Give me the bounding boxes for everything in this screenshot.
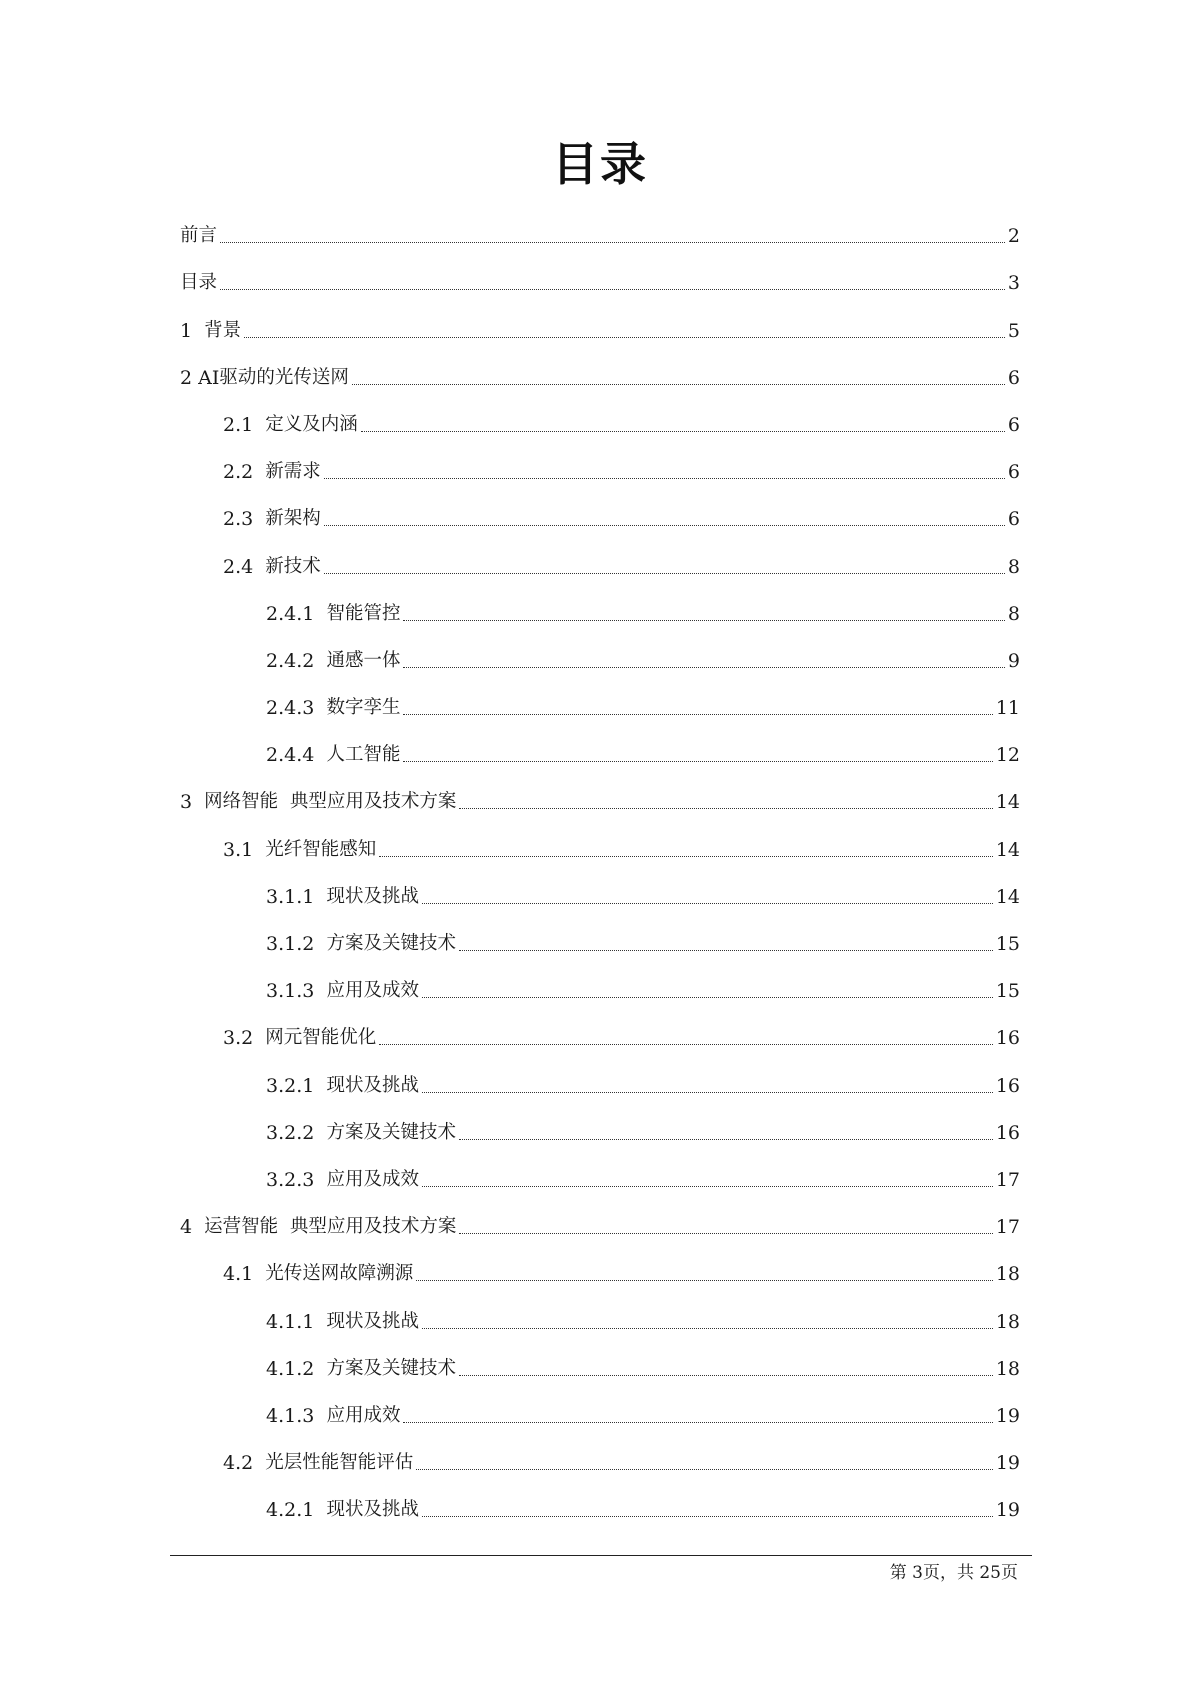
toc-entry-title: 数字孪生 — [326, 697, 401, 719]
toc-entry-number: 2.4.1 — [266, 602, 327, 625]
toc-dot-leader — [459, 1375, 993, 1376]
toc-entry-page-number: 6 — [1007, 461, 1020, 484]
toc-entry-page-number: 12 — [995, 744, 1020, 767]
toc-entry[interactable] — [180, 721, 1020, 768]
toc-dot-leader — [324, 525, 1005, 526]
toc-entry-number: 2.4.2 — [266, 649, 327, 672]
toc-entry-number: 3.2.1 — [266, 1074, 327, 1097]
toc-entry[interactable] — [180, 391, 1020, 438]
toc-dot-leader — [403, 714, 992, 715]
toc-dot-leader — [324, 573, 1005, 574]
toc-entry-page-number: 14 — [995, 791, 1020, 814]
toc-entry[interactable] — [180, 1476, 1020, 1523]
toc-entry[interactable] — [180, 296, 1020, 343]
toc-entry-title: 新需求 — [265, 461, 321, 483]
toc-entry-number: 2.4.4 — [266, 744, 327, 767]
toc-dot-leader — [422, 1328, 993, 1329]
toc-entry-title: 定义及内涵 — [265, 413, 358, 435]
toc-entry-title: 光纤智能感知 — [265, 838, 377, 860]
toc-entry-page-number: 8 — [1007, 602, 1020, 625]
toc-dot-leader — [422, 1186, 993, 1187]
toc-dot-leader — [459, 1139, 993, 1140]
toc-entry-title: 前言 — [180, 225, 218, 247]
toc-entry-title: 光传送网故障溯源 — [265, 1263, 414, 1285]
toc-entry-title: 目录 — [180, 272, 218, 294]
toc-entry[interactable] — [180, 674, 1020, 721]
page-footer: 第 3页，共 25页 — [889, 1563, 1018, 1583]
toc-entry-title: 方案及关键技术 — [326, 933, 456, 954]
toc-entry-page-number: 18 — [995, 1310, 1020, 1333]
toc-entry[interactable] — [180, 1193, 1020, 1240]
toc-entry-number: 3.2.2 — [266, 1121, 327, 1144]
toc-entry-page-number: 16 — [995, 1027, 1020, 1050]
toc-entry-title: 人工智能 — [326, 744, 401, 766]
toc-entry-page-number: 18 — [995, 1263, 1020, 1286]
toc-entry[interactable] — [180, 249, 1020, 296]
toc-entry-title: 新架构 — [265, 508, 321, 530]
toc-entry-number: 4 — [180, 1216, 205, 1239]
toc-entry-page-number: 11 — [995, 697, 1020, 720]
toc-entry[interactable] — [180, 202, 1020, 249]
toc-dot-leader — [379, 1044, 993, 1045]
toc-entry-title: 光层性能智能评估 — [265, 1452, 414, 1474]
toc-dot-leader — [422, 1092, 993, 1093]
toc-entry-number: 2.2 — [223, 461, 266, 484]
toc-dot-leader — [324, 478, 1005, 479]
toc-entry-number: 2.4.3 — [266, 697, 327, 720]
toc-entry-number: 3.2 — [223, 1027, 266, 1050]
toc-entry[interactable] — [180, 863, 1020, 910]
toc-entry-page-number: 6 — [1007, 413, 1020, 436]
toc-dot-leader — [352, 384, 1005, 385]
toc-entry[interactable] — [180, 1335, 1020, 1382]
toc-dot-leader — [416, 1469, 993, 1470]
toc-entry[interactable] — [180, 1051, 1020, 1098]
toc-entry-number: 2 AI — [180, 366, 220, 389]
toc-entry-title: 现状及挑战 — [326, 885, 419, 907]
toc-dot-leader — [459, 808, 992, 809]
toc-entry[interactable] — [180, 910, 1020, 957]
toc-entry-number: 1 — [180, 319, 205, 342]
toc-dot-leader — [422, 997, 993, 998]
toc-dot-leader — [361, 431, 1005, 432]
toc-dot-leader — [459, 1233, 992, 1234]
toc-entry[interactable] — [180, 532, 1020, 579]
toc-entry-page-number: 14 — [995, 838, 1020, 861]
toc-entry[interactable] — [180, 1429, 1020, 1476]
toc-entry-number: 2.4 — [223, 555, 266, 578]
toc-entry-page-number: 6 — [1007, 508, 1020, 531]
toc-entry-title: 方案及关键技术 — [326, 1121, 456, 1143]
toc-entry-number: 2.1 — [223, 413, 266, 436]
toc-entry-number: 3.2.3 — [266, 1168, 327, 1191]
toc-entry-number: 4.1.1 — [266, 1310, 327, 1333]
toc-entry-number: 4.1.2 — [266, 1357, 327, 1380]
toc-entry-page-number: 5 — [1007, 319, 1020, 342]
table-of-contents — [180, 202, 1020, 1523]
toc-entry[interactable] — [180, 485, 1020, 532]
toc-entry-title: 网元智能优化 — [265, 1027, 377, 1049]
toc-entry-page-number: 19 — [995, 1452, 1020, 1475]
toc-dot-leader — [403, 1422, 992, 1423]
toc-entry-title: 应用及成效 — [326, 1168, 419, 1190]
toc-entry-number: 4.2.1 — [266, 1499, 327, 1522]
toc-dot-leader — [403, 620, 1004, 621]
toc-entry-page-number: 16 — [995, 1074, 1020, 1097]
toc-dot-leader — [422, 903, 993, 904]
toc-entry-page-number: 18 — [995, 1357, 1020, 1380]
toc-entry-title: 通感一体 — [326, 649, 401, 671]
toc-entry-page-number: 9 — [1007, 649, 1020, 672]
toc-entry[interactable] — [180, 1287, 1020, 1334]
toc-entry-title: 驱动的光传送网 — [219, 366, 349, 388]
toc-entry-page-number: 15 — [995, 933, 1020, 955]
toc-dot-leader — [220, 242, 1005, 243]
toc-entry[interactable] — [180, 1004, 1020, 1051]
toc-entry-number: 3.1 — [223, 838, 266, 861]
toc-entry-number: 4.1 — [223, 1263, 266, 1286]
toc-entry[interactable] — [180, 627, 1020, 674]
toc-entry-title: 现状及挑战 — [326, 1499, 419, 1521]
toc-entry[interactable] — [180, 768, 1020, 815]
page-title: 目录 — [552, 137, 648, 191]
toc-entry-title: 智能管控 — [326, 602, 401, 624]
toc-entry-page-number: 16 — [995, 1121, 1020, 1144]
toc-entry-title: 应用及成效 — [326, 980, 419, 1002]
toc-dot-leader — [459, 950, 993, 951]
toc-entry-number: 3 — [180, 791, 205, 814]
toc-entry[interactable] — [180, 438, 1020, 485]
toc-entry[interactable] — [180, 815, 1020, 862]
toc-entry[interactable] — [180, 1146, 1020, 1193]
toc-entry-title: 新技术 — [265, 555, 321, 577]
toc-entry-page-number: 6 — [1007, 366, 1020, 389]
toc-dot-leader — [422, 1516, 993, 1517]
toc-entry-title: 现状及挑战 — [326, 1310, 419, 1332]
toc-entry[interactable] — [180, 1382, 1020, 1429]
footer-divider — [170, 1555, 1032, 1556]
toc-entry-page-number: 14 — [995, 885, 1020, 908]
toc-entry-number: 2.3 — [223, 508, 266, 531]
toc-entry-number: 3.1.2 — [266, 933, 327, 955]
toc-entry-title: 现状及挑战 — [326, 1074, 419, 1096]
toc-entry-page-number: 17 — [995, 1168, 1020, 1191]
toc-entry-number: 3.1.3 — [266, 980, 327, 1003]
toc-entry[interactable] — [180, 344, 1020, 391]
toc-dot-leader — [416, 1280, 993, 1281]
toc-entry[interactable] — [180, 580, 1020, 627]
toc-entry[interactable] — [180, 1099, 1020, 1146]
toc-dot-leader — [220, 289, 1005, 290]
toc-entry-page-number: 2 — [1007, 225, 1020, 248]
toc-entry[interactable] — [180, 957, 1020, 1004]
toc-dot-leader — [403, 761, 992, 762]
toc-entry[interactable] — [180, 1240, 1020, 1287]
toc-entry-page-number: 8 — [1007, 555, 1020, 578]
toc-entry-title: 背景 — [204, 319, 242, 341]
toc-entry-page-number: 15 — [995, 980, 1020, 1003]
toc-dot-leader — [244, 337, 1005, 338]
toc-entry-page-number: 17 — [995, 1216, 1020, 1239]
toc-entry-number: 4.2 — [223, 1452, 266, 1475]
toc-entry-page-number: 3 — [1007, 272, 1020, 295]
toc-entry-title: 应用成效 — [326, 1404, 401, 1426]
toc-entry-title: 方案及关键技术 — [326, 1357, 456, 1379]
toc-entry-title: 运营智能 典型应用及技术方案 — [204, 1216, 457, 1238]
toc-entry-number: 3.1.1 — [266, 885, 327, 908]
toc-entry-page-number: 19 — [995, 1404, 1020, 1427]
toc-dot-leader — [379, 856, 993, 857]
toc-entry-page-number: 19 — [995, 1499, 1020, 1522]
toc-entry-title: 网络智能 典型应用及技术方案 — [204, 791, 457, 813]
toc-entry-number: 4.1.3 — [266, 1404, 327, 1427]
toc-dot-leader — [403, 667, 1004, 668]
